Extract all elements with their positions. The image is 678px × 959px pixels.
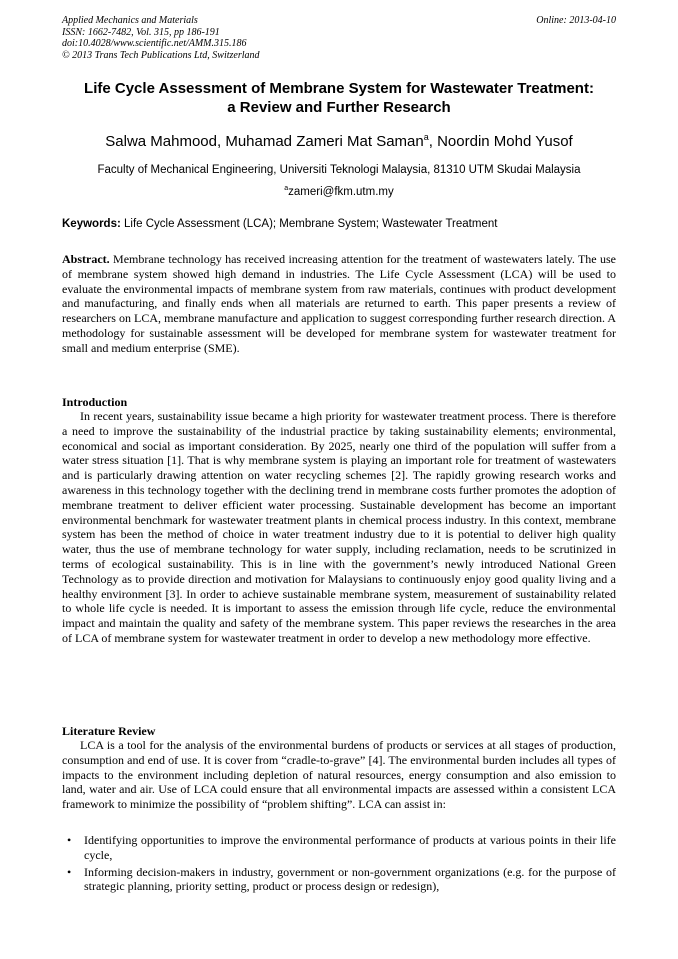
list-item <box>62 865 616 895</box>
bullet-icon: • <box>67 833 72 847</box>
introduction-heading: Introduction <box>62 395 128 409</box>
authors-part-2: , Noordin Mohd Yusof <box>428 133 573 150</box>
journal-header <box>62 15 616 61</box>
literature-bullet-list <box>62 833 616 896</box>
abstract <box>62 252 616 356</box>
literature-body <box>62 738 616 812</box>
journal-name: Applied Mechanics and Materials <box>62 15 198 26</box>
abstract-label: Abstract. <box>62 252 110 266</box>
list-item <box>62 833 616 863</box>
introduction-text: In recent years, sustainability issue became a high priority for wastewater treatment process. There is therefore a need to improve the sustainability of the industrial practice by taking sustainability elements; environmental, economical and social as important consideration. By 2025, nearly one third of the population will suffer from a water stress situation [1]. That is why membrane system is playing an important role for treatment of wastewaters and is particularly drawing attention on water recycling schemes [2]. The rapidly growing research works and awareness in this technology together with the declining trend in membrane costs further promotes the adoption of membrane treatment to deliver efficient water processing. Sustainable development has become an important environmental benchmark for wastewater treatment plants in chemical process industry. In this context, membrane system has been the method of choice in water treatment industry due to it is potential to deliver high quality water, thus the use of membrane technology for water supply, including reclamation, needs to be scrutinized in terms of ecological sustainability. This is in line with the government’s newly introduced National Green Technology as to provide direction and motivation for Malaysians to continuously enjoy good quality living and a healthy environment [3]. In order to achieve sustainable membrane system, measurement of sustainability related to whole life cycle is needed. It is important to assess the emission through life cycle, reduce the environmental impact and maintain the quality and safety of the membrane system. This paper reviews the researches in the area of LCA of membrane system for wastewater treatment in order to develop a new methodology more effective. <box>62 409 616 645</box>
keywords-label: Keywords: <box>62 218 121 230</box>
bullet-icon: • <box>67 864 72 879</box>
abstract-text: Membrane technology has received increasing attention for the treatment of wastewaters lately. The use of membrane system showed high demand in industries. The Life Cycle Assessment (LCA) will be used to evaluate the environmental impacts of membrane system from raw materials, continues with product development and manufacturing, and finally ends when all materials are returned to earth. This paper presents a review of researchers on LCA, membrane manufacture and application to suggest corresponding further research direction. A methodology for sustainable assessment will be developed for membrane system for wastewater treatment for small and medium enterprise (SME). <box>62 252 616 355</box>
bullet-text: Informing decision-makers in industry, government or non-government organizations (e.g. for the purpose of strategic planning, priority setting, product or process design or redesign), <box>84 864 616 894</box>
author-affil-marker: a <box>423 132 429 142</box>
email-address: zameri@fkm.utm.my <box>288 185 394 198</box>
authors-part-1: Salwa Mahmood, Muhamad Zameri Mat Saman <box>105 133 424 150</box>
introduction-body <box>62 409 616 646</box>
title-line-2: a Review and Further Research <box>227 99 451 116</box>
bullet-text: Identifying opportunities to improve the environmental performance of products at various points in their life cycle, <box>84 833 616 862</box>
author-list <box>40 127 638 152</box>
literature-text: LCA is a tool for the analysis of the environmental burdens of products or services at all stages of production, consumption and end of use. It is cover from “cradle-to-grave” [4]. The environmental burden includes all types of impacts to the environment including depletion of natural resources, energy consumption and also emission to land, water and air. Use of LCA could ensure that all environmental impacts are assessed within a consistent LCA framework to minimize the possibility of “problem shifting”. LCA can assist in: <box>62 738 616 812</box>
keywords <box>62 217 616 231</box>
keywords-text: Life Cycle Assessment (LCA); Membrane System; Wastewater Treatment <box>120 218 498 230</box>
email-marker: a <box>284 185 289 192</box>
doi-line: doi:10.4028/www.scientific.net/AMM.315.186 <box>62 38 247 49</box>
literature-heading: Literature Review <box>62 724 156 738</box>
copyright-line: © 2013 Trans Tech Publications Ltd, Switzerland <box>62 49 260 61</box>
title-line-1: Life Cycle Assessment of Membrane System for Wastewater Treatment: <box>84 80 594 97</box>
paper-title <box>40 79 638 117</box>
issn-line: ISSN: 1662-7482, Vol. 315, pp 186-191 <box>62 26 220 38</box>
affiliation: Faculty of Mechanical Engineering, Universiti Teknologi Malaysia, 81310 UTM Skudai Malaysia <box>97 164 581 176</box>
author-email <box>40 182 638 199</box>
online-date: Online: 2013-04-10 <box>536 15 616 26</box>
